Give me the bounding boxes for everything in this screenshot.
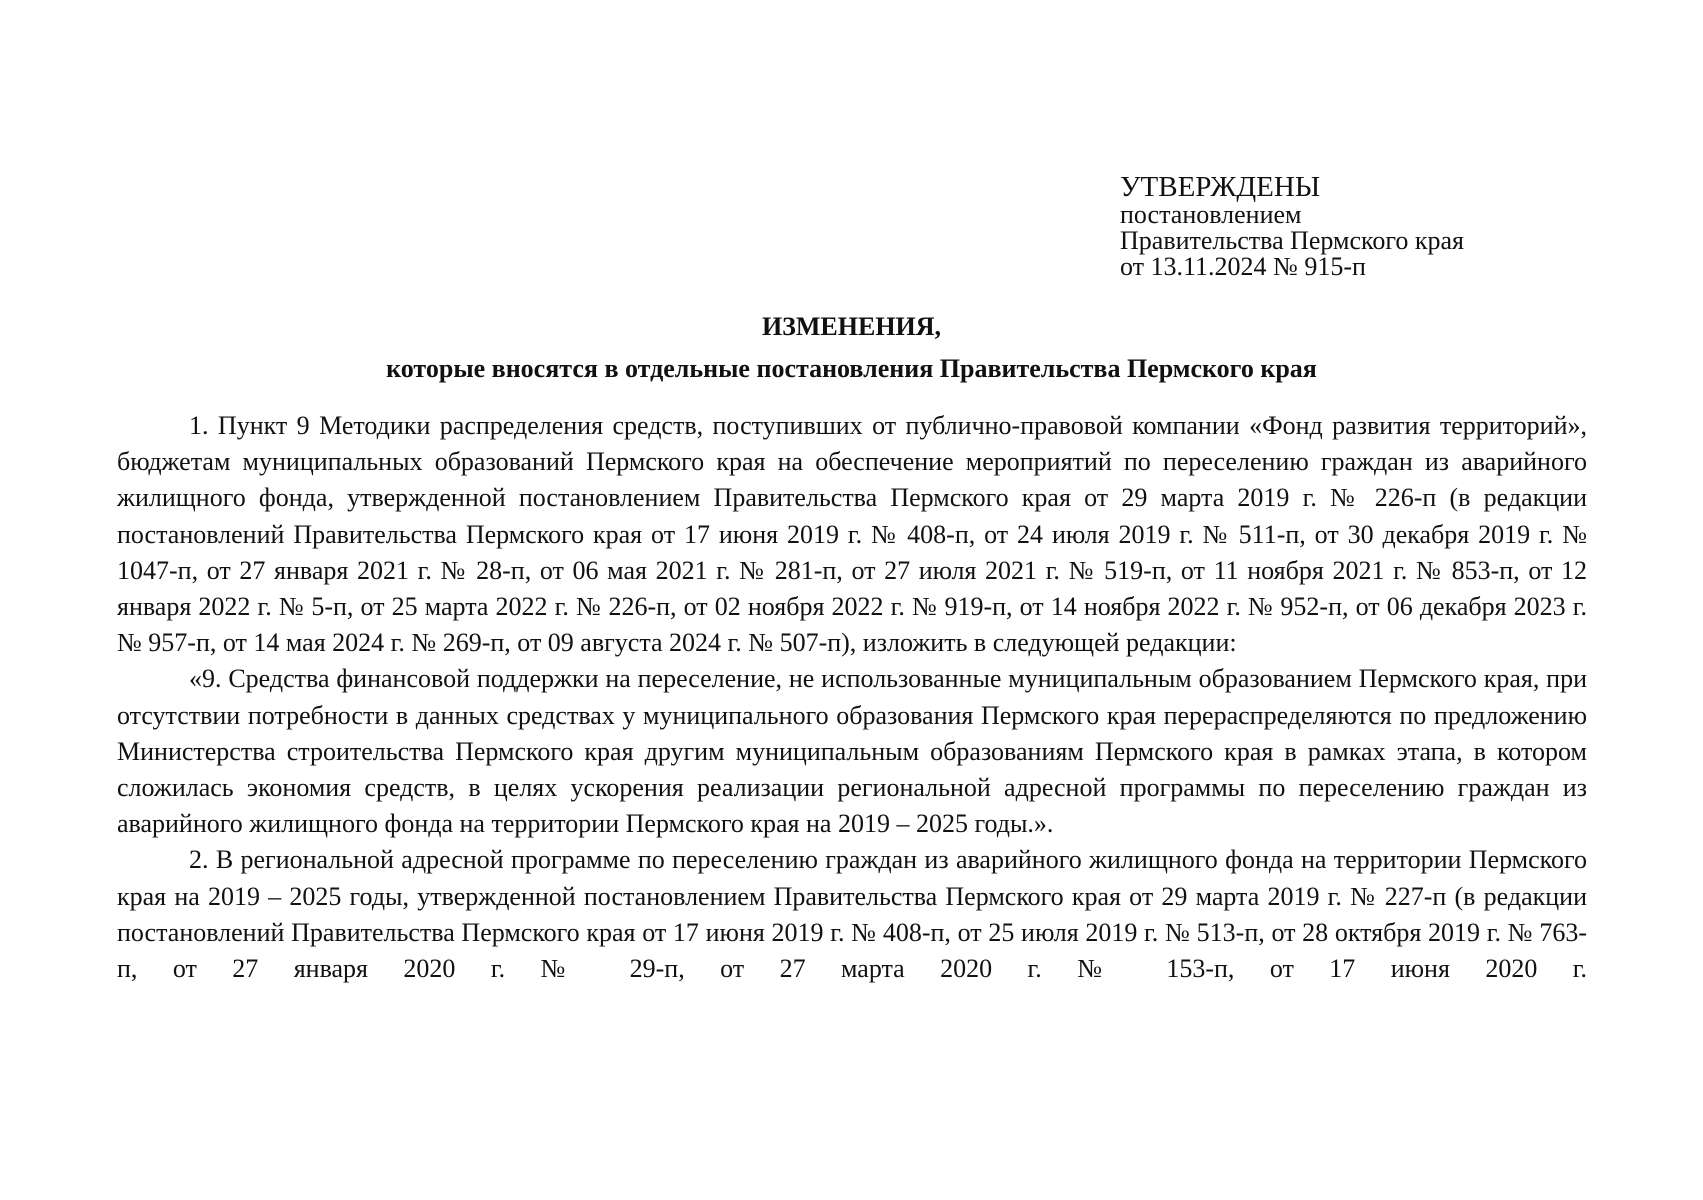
approval-title: УТВЕРЖДЕНЫ bbox=[1120, 171, 1321, 203]
document-subtitle: которые вносятся в отдельные постановления Правительства Пермского края bbox=[386, 354, 1317, 383]
approval-line-1: постановлением bbox=[1120, 200, 1302, 229]
approval-stamp bbox=[1120, 172, 1464, 280]
paragraph-1: 1. Пункт 9 Методики распределения средств, поступивших от публично-правовой компании «Фонд развития территорий», бюджетам муниципальных образований Пермского края на обеспечение мероприятий по переселению граждан из аварийного жилищного фонда, утвержденной постановлением Правительства Пермского края от 29 марта 2019 г. № 226-п (в редакции постановлений Правительства Пермского края от 17 июня 2019 г. № 408-п, от 24 июля 2019 г. № 511-п, от 30 декабря 2019 г. № 1047-п, от 27 января 2021 г. № 28-п, от 06 мая 2021 г. № 281-п, от 27 июля 2021 г. № 519-п, от 11 ноября 2021 г. № 853-п, от 12 января 2022 г. № 5-п, от 25 марта 2022 г. № 226-п, от 02 ноября 2022 г. № 919-п, от 14 ноября 2022 г. № 952-п, от 06 декабря 2023 г. № 957-п, от 14 мая 2024 г. № 269-п, от 09 августа 2024 г. № 507-п), изложить в следующей редакции: bbox=[117, 411, 1587, 658]
document-title-text: ИЗМЕНЕНИЯ, bbox=[761, 312, 942, 341]
document-body bbox=[117, 408, 1587, 987]
document-title bbox=[0, 312, 1703, 342]
paragraph-3: 2. В региональной адресной программе по переселению граждан из аварийного жилищного фонда на территории Пермского края на 2019 – 2025 годы, утвержденной постановлением Правительства Пермского края от 29 марта 2019 г. № 227-п (в редакции постановлений Правительства Пермского края от 17 июня 2019 г. № 408-п, от 25 июля 2019 г. № 513-п, от 28 октября 2019 г. № 763-п, от 27 января 2020 г. № 29-п, от 27 марта 2020 г. № 153-п, от 17 июня 2020 г. bbox=[117, 845, 1587, 984]
paragraph-2: «9. Средства финансовой поддержки на переселение, не использованные муниципальным образованием Пермского края, при отсутствии потребности в данных средствах у муниципального образования Пермского края перераспределяются по предложению Министерства строительства Пермского края другим муниципальным образованиям Пермского края в рамках этапа, в котором сложилась экономия средств, в целях ускорения реализации региональной адресной программы по переселению граждан из аварийного жилищного фонда на территории Пермского края на 2019 – 2025 годы.». bbox=[117, 664, 1587, 839]
approval-line-3: от 13.11.2024 № 915-п bbox=[1120, 252, 1366, 281]
approval-line-2: Правительства Пермского края bbox=[1120, 226, 1464, 255]
